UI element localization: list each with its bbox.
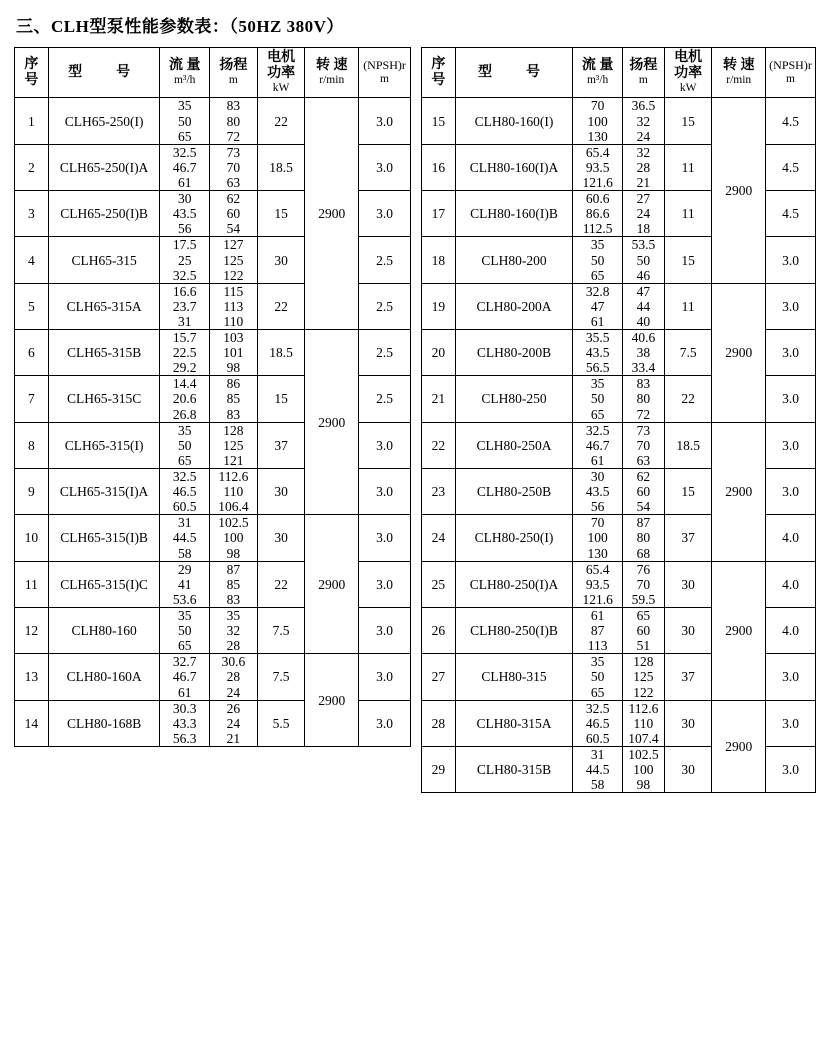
- cell-npsh: 3.0: [766, 469, 816, 515]
- cell-npsh: 4.0: [766, 561, 816, 607]
- cell-head: 127 125 122: [210, 237, 258, 283]
- page-title: 三、CLH型泵性能参数表：（50HZ 380V）: [16, 17, 344, 36]
- cell-no: 23: [422, 469, 456, 515]
- cell-model: CLH80-250: [455, 376, 573, 422]
- cell-flow: 35 50 65: [573, 654, 623, 700]
- cell-npsh: 3.0: [766, 700, 816, 746]
- cell-no: 10: [15, 515, 49, 561]
- header-speed: 转 速 r/min: [305, 48, 359, 98]
- cell-speed: 2900: [305, 330, 359, 515]
- cell-head: 102.5 100 98: [622, 747, 664, 793]
- cell-flow: 30 43.5 56: [573, 469, 623, 515]
- cell-npsh: 3.0: [359, 98, 411, 144]
- cell-model: CLH80-160: [48, 608, 160, 654]
- cell-model: CLH80-250(I)A: [455, 561, 573, 607]
- cell-model: CLH80-168B: [48, 700, 160, 746]
- cell-npsh: 4.0: [766, 608, 816, 654]
- cell-flow: 32.8 47 61: [573, 283, 623, 329]
- cell-power: 30: [664, 700, 712, 746]
- cell-head: 26 24 21: [210, 700, 258, 746]
- cell-head: 27 24 18: [622, 191, 664, 237]
- cell-power: 15: [257, 191, 305, 237]
- cell-head: 47 44 40: [622, 283, 664, 329]
- cell-npsh: 2.5: [359, 237, 411, 283]
- cell-npsh: 3.0: [766, 654, 816, 700]
- table-row: [422, 700, 816, 746]
- cell-no: 1: [15, 98, 49, 144]
- cell-speed: 2900: [712, 98, 766, 283]
- header-flow: 流 量 m³/h: [573, 48, 623, 98]
- cell-power: 30: [257, 515, 305, 561]
- cell-head: 115 113 110: [210, 283, 258, 329]
- cell-power: 37: [664, 515, 712, 561]
- cell-model: CLH65-315(I): [48, 422, 160, 468]
- cell-flow: 17.5 25 32.5: [160, 237, 210, 283]
- cell-power: 18.5: [664, 422, 712, 468]
- cell-no: 14: [15, 700, 49, 746]
- cell-flow: 35 50 65: [160, 422, 210, 468]
- cell-npsh: 3.0: [766, 330, 816, 376]
- cell-no: 21: [422, 376, 456, 422]
- cell-flow: 32.5 46.5 60.5: [573, 700, 623, 746]
- cell-model: CLH80-250(I)B: [455, 608, 573, 654]
- cell-power: 18.5: [257, 144, 305, 190]
- cell-head: 128 125 122: [622, 654, 664, 700]
- cell-npsh: 3.0: [766, 283, 816, 329]
- cell-model: CLH65-315B: [48, 330, 160, 376]
- cell-flow: 61 87 113: [573, 608, 623, 654]
- cell-head: 83 80 72: [622, 376, 664, 422]
- cell-flow: 32.5 46.5 60.5: [160, 469, 210, 515]
- cell-npsh: 2.5: [359, 376, 411, 422]
- cell-speed: 2900: [305, 515, 359, 654]
- cell-no: 29: [422, 747, 456, 793]
- cell-no: 7: [15, 376, 49, 422]
- cell-no: 17: [422, 191, 456, 237]
- cell-flow: 16.6 23.7 31: [160, 283, 210, 329]
- cell-power: 11: [664, 191, 712, 237]
- cell-npsh: 3.0: [359, 422, 411, 468]
- cell-model: CLH65-250(I)B: [48, 191, 160, 237]
- cell-head: 103 101 98: [210, 330, 258, 376]
- cell-npsh: 4.5: [766, 191, 816, 237]
- cell-flow: 32.7 46.7 61: [160, 654, 210, 700]
- cell-flow: 35 50 65: [573, 376, 623, 422]
- cell-head: 112.6 110 107.4: [622, 700, 664, 746]
- cell-model: CLH65-315: [48, 237, 160, 283]
- cell-power: 30: [257, 237, 305, 283]
- cell-npsh: 3.0: [766, 237, 816, 283]
- cell-model: CLH80-160A: [48, 654, 160, 700]
- cell-head: 87 80 68: [622, 515, 664, 561]
- cell-power: 7.5: [257, 608, 305, 654]
- cell-head: 86 85 83: [210, 376, 258, 422]
- cell-flow: 15.7 22.5 29.2: [160, 330, 210, 376]
- table-row: [422, 98, 816, 144]
- cell-flow: 32.5 46.7 61: [573, 422, 623, 468]
- cell-npsh: 3.0: [359, 608, 411, 654]
- cell-flow: 30 43.5 56: [160, 191, 210, 237]
- cell-model: CLH65-315(I)C: [48, 561, 160, 607]
- cell-head: 35 32 28: [210, 608, 258, 654]
- cell-power: 22: [257, 98, 305, 144]
- cell-head: 36.5 32 24: [622, 98, 664, 144]
- cell-model: CLH65-250(I)A: [48, 144, 160, 190]
- cell-model: CLH65-315(I)B: [48, 515, 160, 561]
- tables-container: [14, 47, 816, 793]
- cell-head: 65 60 51: [622, 608, 664, 654]
- cell-speed: 2900: [305, 654, 359, 747]
- cell-npsh: 3.0: [359, 469, 411, 515]
- cell-power: 15: [664, 98, 712, 144]
- table-row: [15, 654, 411, 700]
- table-row: [15, 330, 411, 376]
- cell-power: 11: [664, 144, 712, 190]
- cell-speed: 2900: [712, 422, 766, 561]
- header-head: 扬程 m: [210, 48, 258, 98]
- cell-model: CLH80-160(I)B: [455, 191, 573, 237]
- cell-npsh: 3.0: [359, 561, 411, 607]
- cell-npsh: 3.0: [359, 515, 411, 561]
- cell-power: 30: [664, 561, 712, 607]
- cell-flow: 35.5 43.5 56.5: [573, 330, 623, 376]
- cell-power: 37: [664, 654, 712, 700]
- table-row: [15, 98, 411, 144]
- header-flow: 流 量 m³/h: [160, 48, 210, 98]
- cell-npsh: 2.5: [359, 283, 411, 329]
- header-model: 型 号: [48, 48, 160, 98]
- cell-no: 5: [15, 283, 49, 329]
- cell-power: 37: [257, 422, 305, 468]
- cell-no: 11: [15, 561, 49, 607]
- cell-head: 62 60 54: [622, 469, 664, 515]
- cell-flow: 29 41 53.6: [160, 561, 210, 607]
- header-npsh: (NPSH)r m: [766, 48, 816, 98]
- cell-power: 15: [664, 237, 712, 283]
- cell-power: 15: [664, 469, 712, 515]
- cell-speed: 2900: [305, 98, 359, 330]
- cell-model: CLH80-315A: [455, 700, 573, 746]
- table-body-left: [15, 98, 411, 747]
- cell-head: 32 28 21: [622, 144, 664, 190]
- cell-power: 22: [257, 283, 305, 329]
- cell-no: 9: [15, 469, 49, 515]
- cell-power: 22: [257, 561, 305, 607]
- cell-power: 22: [664, 376, 712, 422]
- cell-speed: 2900: [712, 561, 766, 700]
- table-row: [422, 561, 816, 607]
- cell-flow: 60.6 86.6 112.5: [573, 191, 623, 237]
- cell-head: 73 70 63: [622, 422, 664, 468]
- cell-no: 4: [15, 237, 49, 283]
- cell-flow: 70 100 130: [573, 515, 623, 561]
- cell-head: 40.6 38 33.4: [622, 330, 664, 376]
- cell-model: CLH80-315B: [455, 747, 573, 793]
- cell-no: 28: [422, 700, 456, 746]
- cell-model: CLH80-250(I): [455, 515, 573, 561]
- cell-head: 112.6 110 106.4: [210, 469, 258, 515]
- cell-model: CLH65-315(I)A: [48, 469, 160, 515]
- cell-speed: 2900: [712, 283, 766, 422]
- cell-flow: 35 50 65: [160, 608, 210, 654]
- cell-flow: 31 44.5 58: [160, 515, 210, 561]
- cell-flow: 30.3 43.3 56.3: [160, 700, 210, 746]
- cell-no: 22: [422, 422, 456, 468]
- cell-npsh: 3.0: [359, 191, 411, 237]
- cell-npsh: 3.0: [359, 144, 411, 190]
- cell-model: CLH80-250A: [455, 422, 573, 468]
- cell-no: 2: [15, 144, 49, 190]
- spec-table-left: [14, 47, 411, 747]
- cell-head: 87 85 83: [210, 561, 258, 607]
- cell-model: CLH80-315: [455, 654, 573, 700]
- header-speed: 转 速 r/min: [712, 48, 766, 98]
- cell-no: 26: [422, 608, 456, 654]
- cell-power: 30: [257, 469, 305, 515]
- cell-model: CLH80-200: [455, 237, 573, 283]
- header-model: 型 号: [455, 48, 573, 98]
- cell-flow: 35 50 65: [160, 98, 210, 144]
- cell-npsh: 4.5: [766, 144, 816, 190]
- cell-no: 3: [15, 191, 49, 237]
- cell-no: 16: [422, 144, 456, 190]
- cell-no: 12: [15, 608, 49, 654]
- table-header-right: [422, 48, 816, 98]
- cell-power: 18.5: [257, 330, 305, 376]
- cell-head: 76 70 59.5: [622, 561, 664, 607]
- cell-no: 24: [422, 515, 456, 561]
- spec-table-right: [421, 47, 816, 793]
- header-no: 序 号: [422, 48, 456, 98]
- cell-model: CLH80-200A: [455, 283, 573, 329]
- cell-no: 8: [15, 422, 49, 468]
- cell-no: 13: [15, 654, 49, 700]
- cell-head: 128 125 121: [210, 422, 258, 468]
- cell-power: 30: [664, 747, 712, 793]
- cell-head: 53.5 50 46: [622, 237, 664, 283]
- cell-no: 6: [15, 330, 49, 376]
- header-power: 电机 功率 kW: [257, 48, 305, 98]
- table-body-right: [422, 98, 816, 793]
- header-npsh: (NPSH)r m: [359, 48, 411, 98]
- cell-flow: 70 100 130: [573, 98, 623, 144]
- cell-power: 15: [257, 376, 305, 422]
- cell-no: 25: [422, 561, 456, 607]
- cell-no: 15: [422, 98, 456, 144]
- cell-model: CLH80-160(I): [455, 98, 573, 144]
- cell-npsh: 3.0: [766, 747, 816, 793]
- cell-power: 11: [664, 283, 712, 329]
- header-power: 电机 功率 kW: [664, 48, 712, 98]
- cell-head: 73 70 63: [210, 144, 258, 190]
- table-row: [15, 515, 411, 561]
- cell-flow: 31 44.5 58: [573, 747, 623, 793]
- cell-flow: 32.5 46.7 61: [160, 144, 210, 190]
- table-row: [422, 422, 816, 468]
- cell-head: 62 60 54: [210, 191, 258, 237]
- cell-npsh: 3.0: [359, 700, 411, 746]
- cell-npsh: 4.5: [766, 98, 816, 144]
- cell-no: 19: [422, 283, 456, 329]
- header-head: 扬程 m: [622, 48, 664, 98]
- cell-no: 20: [422, 330, 456, 376]
- table-header-left: [15, 48, 411, 98]
- cell-head: 30.6 28 24: [210, 654, 258, 700]
- cell-power: 7.5: [664, 330, 712, 376]
- cell-power: 5.5: [257, 700, 305, 746]
- cell-npsh: 4.0: [766, 515, 816, 561]
- cell-model: CLH65-315A: [48, 283, 160, 329]
- cell-model: CLH80-160(I)A: [455, 144, 573, 190]
- header-no: 序 号: [15, 48, 49, 98]
- cell-flow: 14.4 20.6 26.8: [160, 376, 210, 422]
- cell-model: CLH80-200B: [455, 330, 573, 376]
- table-row: [422, 283, 816, 329]
- cell-npsh: 3.0: [766, 422, 816, 468]
- cell-power: 30: [664, 608, 712, 654]
- cell-model: CLH65-250(I): [48, 98, 160, 144]
- cell-npsh: 3.0: [359, 654, 411, 700]
- cell-head: 83 80 72: [210, 98, 258, 144]
- cell-flow: 65.4 93.5 121.6: [573, 144, 623, 190]
- cell-flow: 65.4 93.5 121.6: [573, 561, 623, 607]
- cell-head: 102.5 100 98: [210, 515, 258, 561]
- cell-power: 7.5: [257, 654, 305, 700]
- cell-model: CLH65-315C: [48, 376, 160, 422]
- cell-no: 27: [422, 654, 456, 700]
- cell-speed: 2900: [712, 700, 766, 793]
- cell-npsh: 3.0: [766, 376, 816, 422]
- cell-npsh: 2.5: [359, 330, 411, 376]
- cell-no: 18: [422, 237, 456, 283]
- cell-model: CLH80-250B: [455, 469, 573, 515]
- cell-flow: 35 50 65: [573, 237, 623, 283]
